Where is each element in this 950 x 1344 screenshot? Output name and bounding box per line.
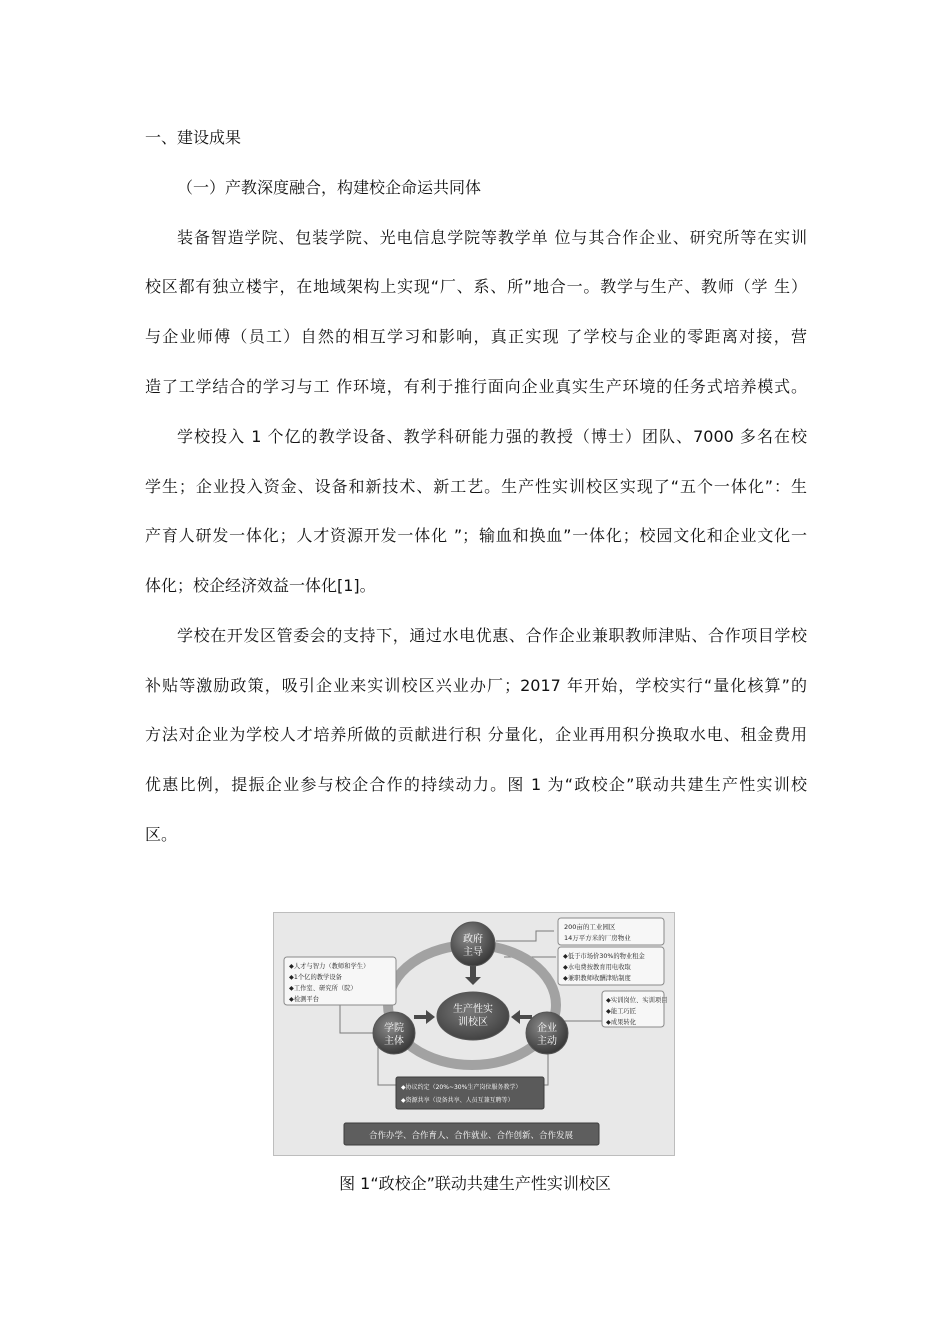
paragraph-2-line-4: 体化；校企经济效益一体化[1]。 (145, 576, 376, 595)
paragraph-2-line-3: 产育人研发一体化；人才资源开发一体化 ”；输血和换血”一体化；校园文化和企业文化一 (145, 526, 807, 545)
policy-line3: ◆兼职教师收酬津贴制度 (563, 975, 631, 982)
subsection-heading: （一）产教深度融合，构建校企命运共同体 (177, 178, 482, 197)
gov-info-line1: 200亩的工业园区 (564, 923, 616, 931)
center-node (437, 992, 509, 1040)
gov-node-line2: 主导 (463, 947, 483, 958)
paragraph-1-line-3: 与企业师傅（员工）自然的相互学习和影响，真正实现 了学校与企业的零距离对接，营 (145, 327, 807, 346)
paragraph-2-line-2: 学生；企业投入资金、设备和新技术、新工艺。生产性实训校区实现了“五个一体化”：生 (145, 477, 807, 496)
center-node-line2: 训校区 (458, 1017, 488, 1028)
enterprise-node-line1: 企业 (537, 1023, 557, 1034)
school-resource-line1: ◆人才与智力（教师和学生） (289, 963, 370, 970)
gov-info-line2: 14万平方米的厂房物业 (564, 934, 631, 942)
figure-caption: 图 1“政校企”联动共建生产性实训校区 (339, 1174, 611, 1193)
enterprise-line3: ◆成果转化 (606, 1019, 637, 1026)
paragraph-2-line-1: 学校投入 1 个亿的教学设备、教学科研能力强的教授（博士）团队、7000 多名在校 (177, 427, 807, 446)
paragraph-1-line-4: 造了工学结合的学习与工 作环境，有利于推行面向企业真实生产环境的任务式培养模式。 (145, 377, 807, 396)
center-node-line1: 生产性实 (453, 1004, 493, 1015)
enterprise-node-line2: 主动 (537, 1036, 557, 1047)
outcome-text: 合作办学、合作育人、合作就业、合作创新、合作发展 (368, 1131, 574, 1141)
enterprise-line2: ◆能工巧匠 (606, 1008, 637, 1015)
paragraph-3-line-2: 补贴等激励政策，吸引企业来实训校区兴业办厂；2017 年开始，学校实行“量化核算”的 (145, 676, 807, 695)
school-resource-line4: ◆检测平台 (289, 996, 320, 1003)
agreement-line1: ◆协议约定（20%~30%生产岗位服务教学） (401, 1084, 522, 1091)
gov-node-line1: 政府 (463, 934, 483, 945)
policy-line2: ◆水电费按教育用电收取 (563, 964, 631, 971)
paragraph-1-line-1: 装备智造学院、包装学院、光电信息学院等教学单 位与其合作企业、研究所等在实训 (177, 228, 807, 247)
agreement-line2: ◆资源共享（设备共享、人员互兼互聘等） (401, 1097, 514, 1104)
figure-diagram (273, 912, 675, 1156)
school-resource-line2: ◆1个亿的教学设备 (289, 974, 342, 981)
paragraph-3-line-1: 学校在开发区管委会的支持下，通过水电优惠、合作企业兼职教师津贴、合作项目学校 (177, 626, 807, 645)
enterprise-line1: ◆实训岗位、实训项目 (606, 997, 668, 1004)
paragraph-3-line-3: 方法对企业为学校人才培养所做的贡献进行积 分量化，企业再用积分换取水电、租金费用 (145, 725, 807, 744)
school-resource-line3: ◆工作室、研究所（院） (289, 985, 357, 992)
section-heading: 一、建设成果 (145, 128, 242, 147)
agreement-box (396, 1077, 544, 1109)
paragraph-3-line-5: 区。 (145, 825, 178, 844)
school-node-line2: 主体 (384, 1036, 404, 1047)
policy-line1: ◆低于市场价30%的物业租金 (563, 953, 645, 960)
paragraph-3-line-4: 优惠比例，提振企业参与校企合作的持续动力。图 1 为“政校企”联动共建生产性实训校 (145, 775, 807, 794)
paragraph-1-line-2: 校区都有独立楼宇，在地域架构上实现“厂、系、所”地合一。教学与生产、教师（学 生） (145, 277, 807, 296)
school-node-line1: 学院 (384, 1023, 404, 1034)
diagram-svg (274, 913, 674, 1155)
